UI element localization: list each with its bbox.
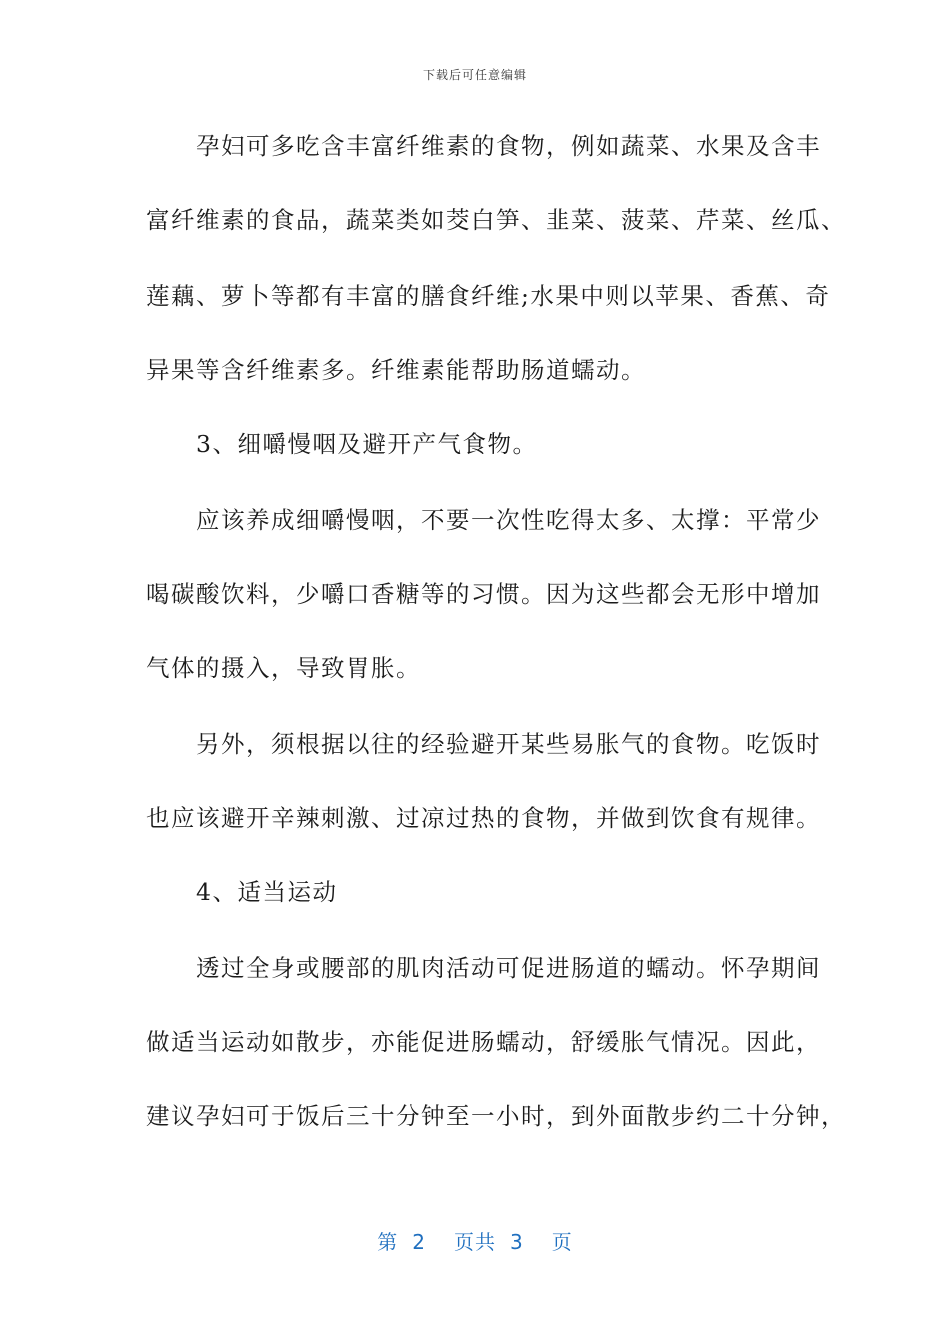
footer-suffix: 页 bbox=[551, 1230, 573, 1254]
page-number-footer bbox=[0, 1226, 950, 1255]
text-line: 应该养成细嚼慢咽，不要一次性吃得太多、太撑：平常少 bbox=[146, 506, 821, 534]
text-line: 做适当运动如散步，亦能促进肠蠕动，舒缓胀气情况。因此， bbox=[146, 1028, 821, 1056]
current-page-number: 2 bbox=[412, 1230, 426, 1254]
text-line: 透过全身或腰部的肌肉活动可促进肠道的蠕动。怀孕期间 bbox=[146, 954, 821, 982]
text-line: 气体的摄入，导致胃胀。 bbox=[146, 654, 421, 682]
total-pages-number: 3 bbox=[510, 1230, 524, 1254]
text-line: 建议孕妇可于饭后三十分钟至一小时，到外面散步约二十分钟， bbox=[146, 1102, 846, 1130]
section-heading: 3、细嚼慢咽及避开产气食物。 bbox=[146, 430, 538, 458]
text-line: 异果等含纤维素多。纤维素能帮助肠道蠕动。 bbox=[146, 356, 646, 384]
footer-middle: 页共 bbox=[454, 1230, 496, 1254]
text-line: 也应该避开辛辣刺激、过凉过热的食物，并做到饮食有规律。 bbox=[146, 804, 821, 832]
text-line: 喝碳酸饮料，少嚼口香糖等的习惯。因为这些都会无形中增加 bbox=[146, 580, 821, 608]
text-line: 富纤维素的食品，蔬菜类如茭白笋、韭菜、菠菜、芹菜、丝瓜、 bbox=[146, 206, 846, 234]
text-line: 孕妇可多吃含丰富纤维素的食物，例如蔬菜、水果及含丰 bbox=[146, 132, 821, 160]
text-line: 另外，须根据以往的经验避开某些易胀气的食物。吃饭时 bbox=[146, 730, 821, 758]
section-heading: 4、适当运动 bbox=[146, 878, 338, 906]
header-note: 下载后可任意编辑 bbox=[422, 68, 527, 82]
footer-prefix: 第 bbox=[377, 1230, 399, 1254]
text-line: 莲藕、萝卜等都有丰富的膳食纤维;水果中则以苹果、香蕉、奇 bbox=[146, 282, 831, 310]
